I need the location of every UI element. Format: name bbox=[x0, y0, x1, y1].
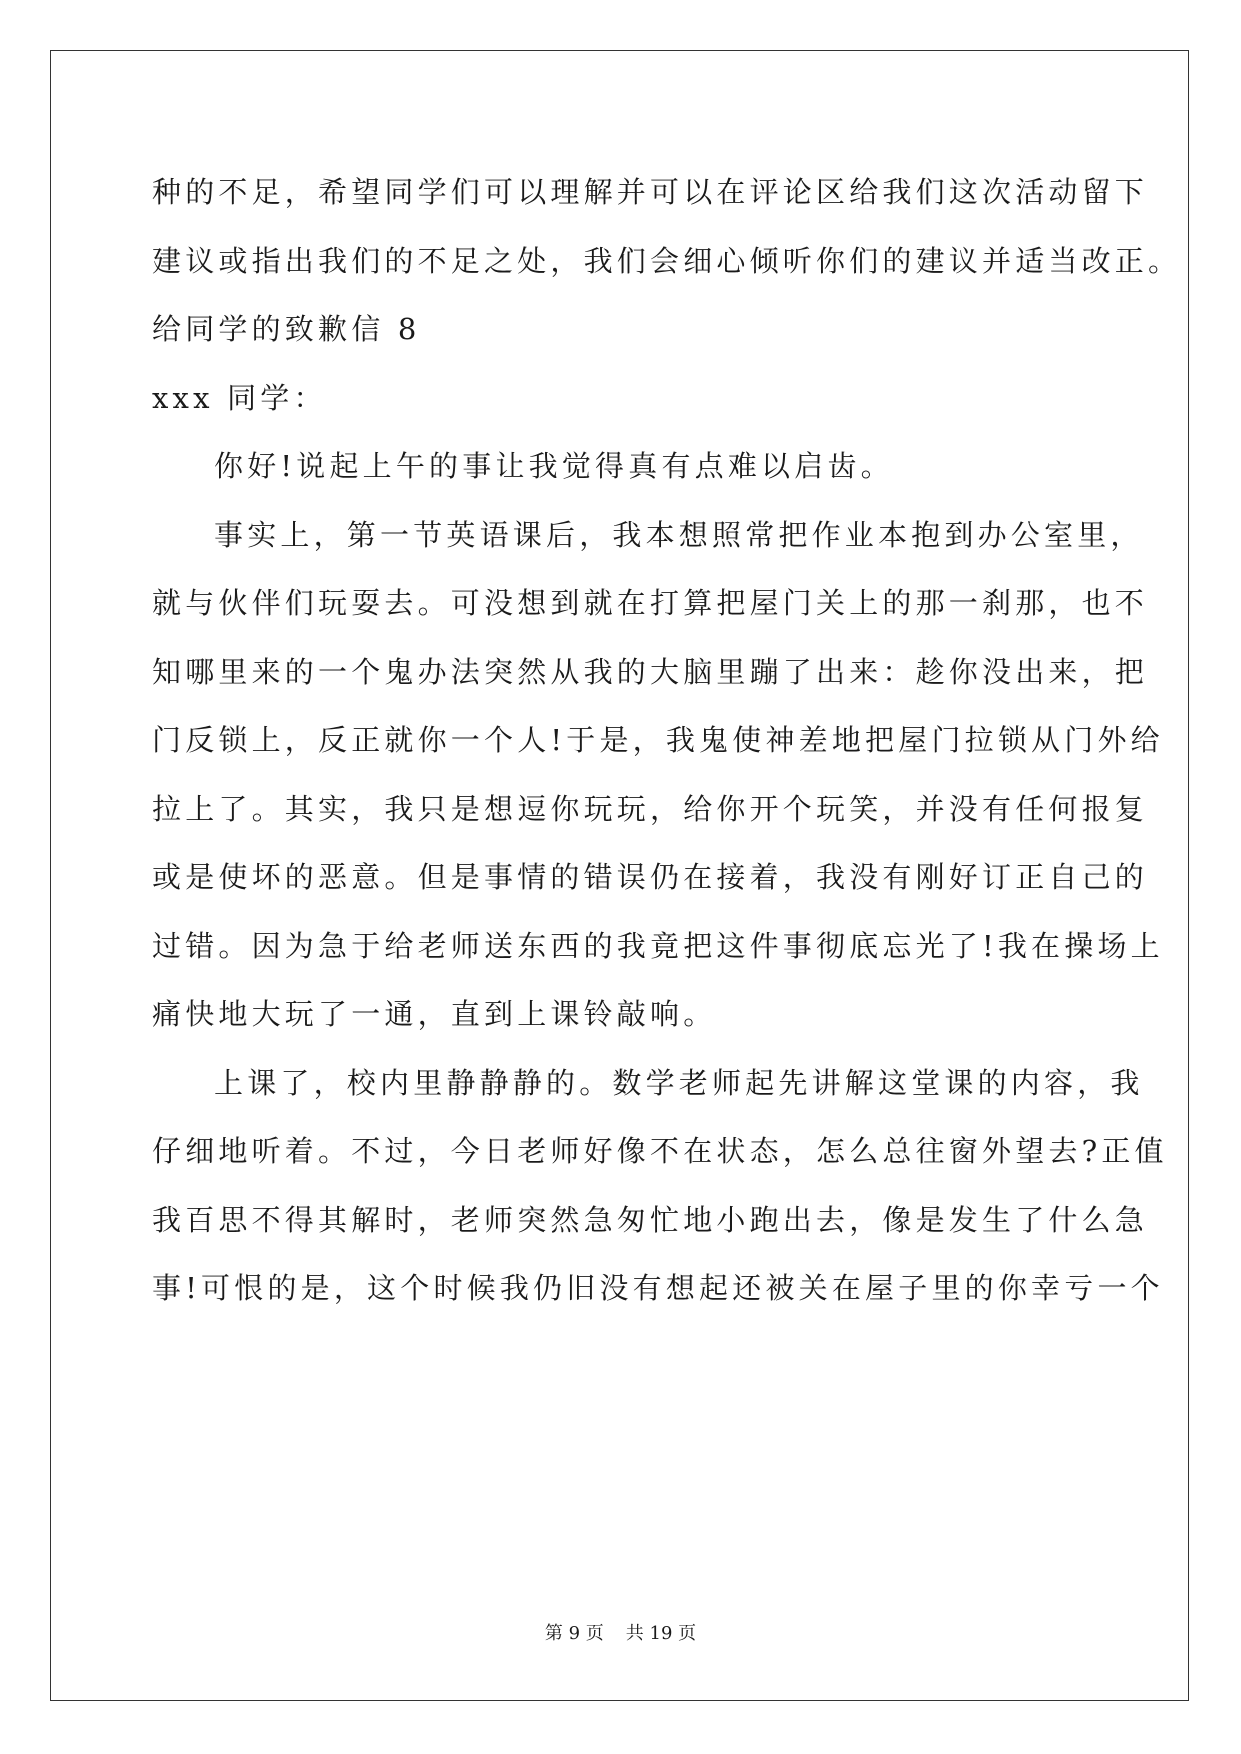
page-total: 共 19 页 bbox=[625, 1623, 697, 1644]
text-line: 或是使坏的恶意。但是事情的错误仍在接着，我没有刚好订正自己的 bbox=[152, 860, 1149, 894]
text-line: 过错。因为急于给老师送东西的我竟把这件事彻底忘光了!我在操场上 bbox=[152, 928, 1164, 963]
paragraph-start: 你好!说起上午的事让我觉得真有点难以启齿。 bbox=[214, 449, 894, 483]
page-footer bbox=[0, 1622, 1241, 1646]
salutation: xxx 同学： bbox=[152, 380, 327, 415]
paragraph-start: 事实上，第一节英语课后，我本想照常把作业本抱到办公室里， bbox=[214, 517, 1144, 552]
section-heading: 给同学的致歉信 8 bbox=[152, 312, 421, 346]
text-line: 拉上了。其实，我只是想逗你玩玩，给你开个玩笑，并没有任何报复 bbox=[152, 791, 1149, 826]
text-line: 门反锁上，反正就你一个人!于是，我鬼使神差地把屋门拉锁从门外给 bbox=[152, 723, 1164, 757]
text-line: 种的不足，希望同学们可以理解并可以在评论区给我们这次活动留下 bbox=[152, 175, 1149, 209]
text-line: 就与伙伴们玩耍去。可没想到就在打算把屋门关上的那一刹那，也不 bbox=[152, 586, 1149, 620]
text-line: 建议或指出我们的不足之处，我们会细心倾听你们的建议并适当改正。 bbox=[152, 243, 1182, 278]
text-line: 仔细地听着。不过，今日老师好像不在状态，怎么总往窗外望去?正值 bbox=[152, 1134, 1168, 1168]
text-line: 痛快地大玩了一通，直到上课铃敲响。 bbox=[152, 997, 717, 1031]
text-line: 事!可恨的是，这个时候我仍旧没有想起还被关在屋子里的你幸亏一个 bbox=[152, 1271, 1164, 1305]
text-line: 我百思不得其解时，老师突然急匆忙地小跑出去，像是发生了什么急 bbox=[152, 1202, 1149, 1237]
page-number: 第 9 页 bbox=[544, 1623, 604, 1644]
paragraph-start: 上课了，校内里静静静的。数学老师起先讲解这堂课的内容，我 bbox=[214, 1065, 1144, 1100]
text-line: 知哪里来的一个鬼办法突然从我的大脑里蹦了出来：趁你没出来，把 bbox=[152, 654, 1149, 689]
document-body bbox=[152, 158, 1182, 1323]
